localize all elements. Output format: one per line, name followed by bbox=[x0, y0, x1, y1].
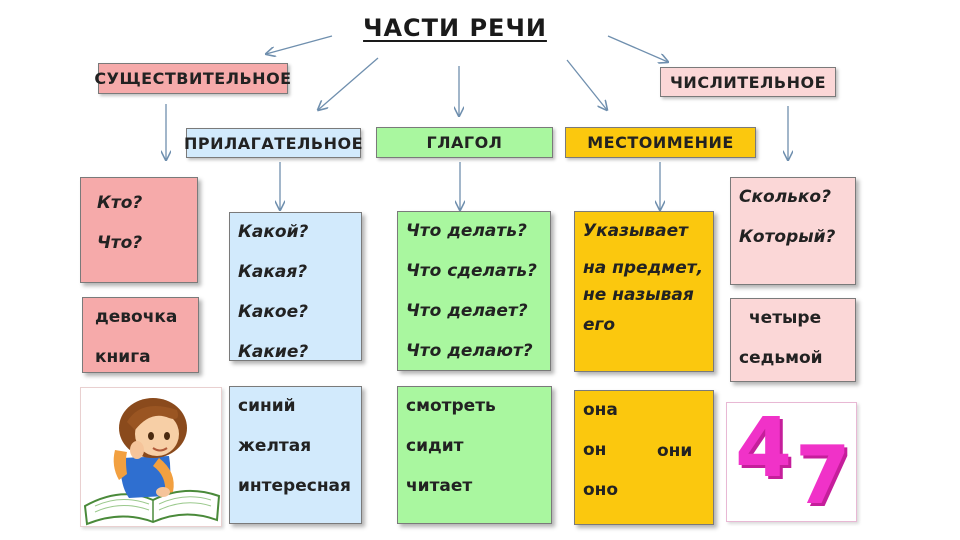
verb-examples-box bbox=[397, 386, 552, 524]
header-noun: СУЩЕСТВИТЕЛЬНОЕ bbox=[98, 63, 288, 94]
header-pronoun: МЕСТОИМЕНИЕ bbox=[565, 127, 756, 158]
verb-example: сидит bbox=[406, 436, 464, 456]
noun-example: девочка bbox=[95, 307, 178, 327]
arrow-to-pronoun bbox=[567, 60, 607, 110]
noun-examples-box bbox=[82, 297, 199, 373]
arrow-to-adjective bbox=[318, 58, 378, 110]
adjective-example: желтая bbox=[238, 436, 312, 456]
verb-question: Что делает? bbox=[406, 301, 528, 321]
numeral-example: седьмой bbox=[739, 348, 823, 368]
digit-seven: 7 bbox=[795, 429, 851, 522]
digits-illustration bbox=[726, 402, 857, 522]
noun-question: Кто? bbox=[97, 193, 143, 213]
pronoun-example: она bbox=[583, 400, 618, 420]
adjective-question: Какой? bbox=[238, 222, 309, 242]
pronoun-example: оно bbox=[583, 480, 619, 500]
page-title: ЧАСТИ РЕЧИ bbox=[363, 14, 547, 42]
verb-example: читает bbox=[406, 476, 473, 496]
verb-question: Что делают? bbox=[406, 341, 533, 361]
verb-question: Что делать? bbox=[406, 221, 527, 241]
numeral-question: Который? bbox=[739, 227, 836, 247]
header-verb: ГЛАГОЛ bbox=[376, 127, 553, 158]
pronoun-example: он bbox=[583, 440, 607, 460]
girl-reading-illustration bbox=[80, 387, 222, 527]
digit-four: 4 bbox=[735, 401, 793, 496]
adjective-question: Какое? bbox=[238, 302, 308, 322]
noun-question: Что? bbox=[97, 233, 143, 253]
numeral-examples-box bbox=[730, 298, 856, 382]
numeral-example: четыре bbox=[749, 308, 822, 328]
verb-questions-box bbox=[397, 211, 551, 371]
pronoun-description-line: на предмет, bbox=[583, 258, 704, 278]
pronoun-plural: они bbox=[657, 441, 693, 461]
arrow-to-numeral bbox=[608, 36, 668, 62]
pronoun-examples-box bbox=[574, 390, 714, 525]
adjective-question: Какая? bbox=[238, 262, 308, 282]
pronoun-description-line: его bbox=[583, 315, 616, 335]
numeral-questions-box bbox=[730, 177, 856, 285]
verb-example: смотреть bbox=[406, 396, 496, 416]
pronoun-description-line: не называя bbox=[583, 285, 694, 305]
noun-example: книга bbox=[95, 347, 151, 367]
pronoun-description-box bbox=[574, 211, 714, 372]
adjective-questions-box bbox=[229, 212, 362, 361]
arrow-to-noun bbox=[266, 36, 332, 54]
adjective-question: Какие? bbox=[238, 342, 309, 362]
adjective-examples-box bbox=[229, 386, 362, 524]
header-numeral: ЧИСЛИТЕЛЬНОЕ bbox=[660, 67, 836, 97]
pronoun-description-line: Указывает bbox=[583, 221, 688, 241]
header-adjective: ПРИЛАГАТЕЛЬНОЕ bbox=[186, 128, 361, 158]
noun-questions-box bbox=[80, 177, 198, 283]
verb-question: Что сделать? bbox=[406, 261, 537, 281]
adjective-example: синий bbox=[238, 396, 296, 416]
adjective-example: интересная bbox=[238, 476, 351, 496]
numeral-question: Сколько? bbox=[739, 187, 831, 207]
